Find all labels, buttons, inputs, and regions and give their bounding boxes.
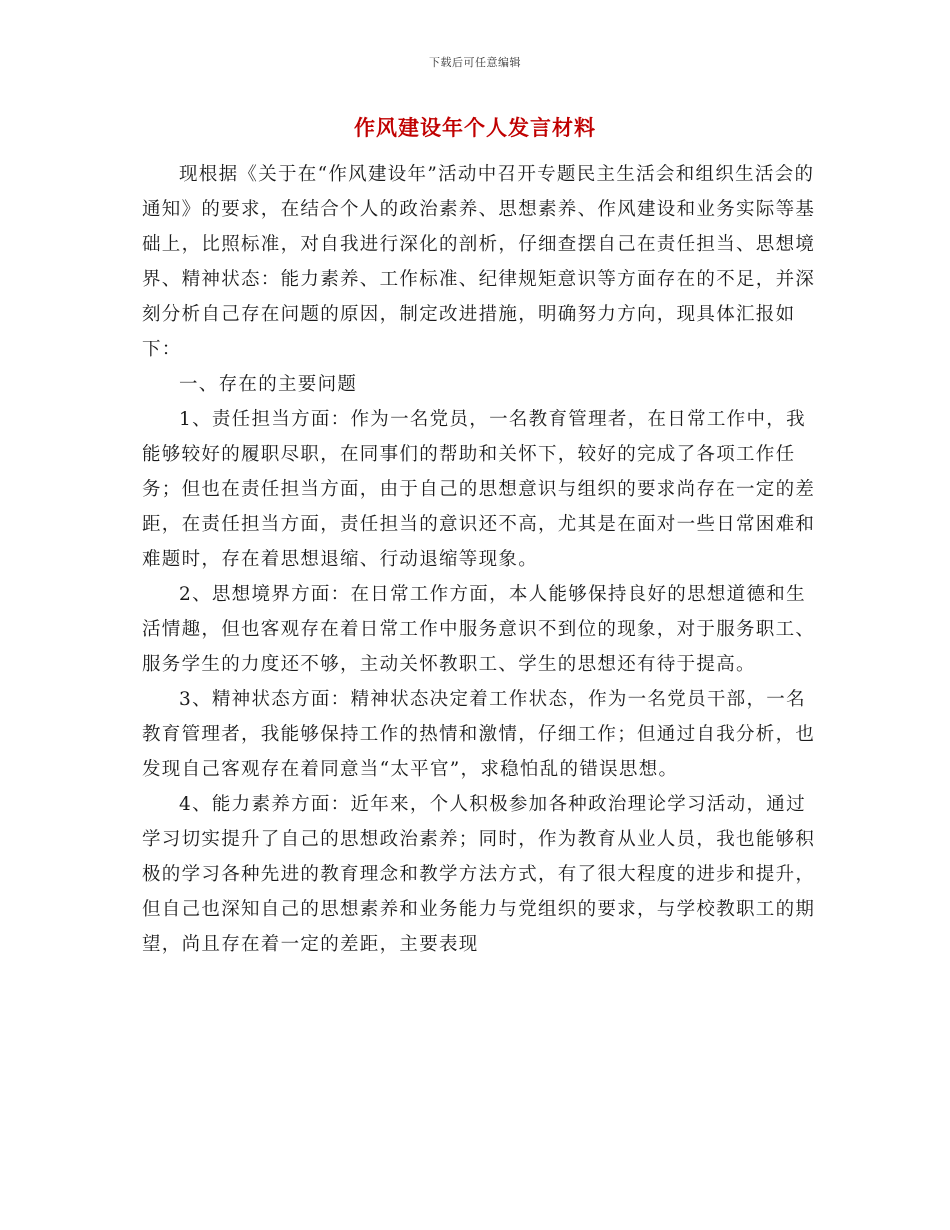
paragraph-intro: 现根据《关于在“作风建设年”活动中召开专题民主生活会和组织生活会的通知》的要求，在结合个人的政治素养、思想素养、作风建设和业务实际等基础上，比照标准，对自我进行深化的剖析，仔细查摆自己在责任担当、思想境界、精神状态：能力素养、工作标准、纪律规矩意识等方面存在的不足，并深刻分析自己存在问题的原因，制定改进措施，明确努力方向，现具体汇报如下： [142, 164, 816, 360]
header-note: 下载后可任意编辑 [429, 56, 521, 69]
paragraph-ability: 4、能力素养方面：近年来，个人积极参加各种政治理论学习活动，通过学习切实提升了自己的思想政治素养；同时，作为教育从业人员，我也能够积极的学习各种先进的教育理念和教学方法方式，有了很大程度的进步和提升，但自己也深知自己的思想素养和业务能力与党组织的要求，与学校教职工的期望，尚且存在着一定的差距，主要表现 [142, 794, 816, 955]
document-body [142, 157, 822, 962]
paragraph-ideology: 2、思想境界方面：在日常工作方面，本人能够保持良好的思想道德和生活情趣，但也客观存在着日常工作中服务意识不到位的现象，对于服务职工、服务学生的力度还不够，主动关怀教职工、学生的思想还有待于提高。 [142, 584, 816, 675]
paragraph-responsibility: 1、责任担当方面：作为一名党员，一名教育管理者，在日常工作中，我能够较好的履职尽职，在同事们的帮助和关怀下，较好的完成了各项工作任务；但也在责任担当方面，由于自己的思想意识与组织的要求尚存在一定的差距，在责任担当方面，责任担当的意识还不高，尤其是在面对一些日常困难和难题时，存在着思想退缩、行动退缩等现象。 [142, 409, 816, 570]
document-title: 作风建设年个人发言材料 [354, 115, 596, 140]
section-heading: 一、存在的主要问题 [179, 374, 358, 395]
paragraph-spirit: 3、精神状态方面：精神状态决定着工作状态，作为一名党员干部，一名教育管理者，我能够保持工作的热情和激情，仔细工作；但通过自我分析，也发现自己客观存在着同意当“太平官”，求稳怕乱的错误思想。 [142, 689, 816, 780]
